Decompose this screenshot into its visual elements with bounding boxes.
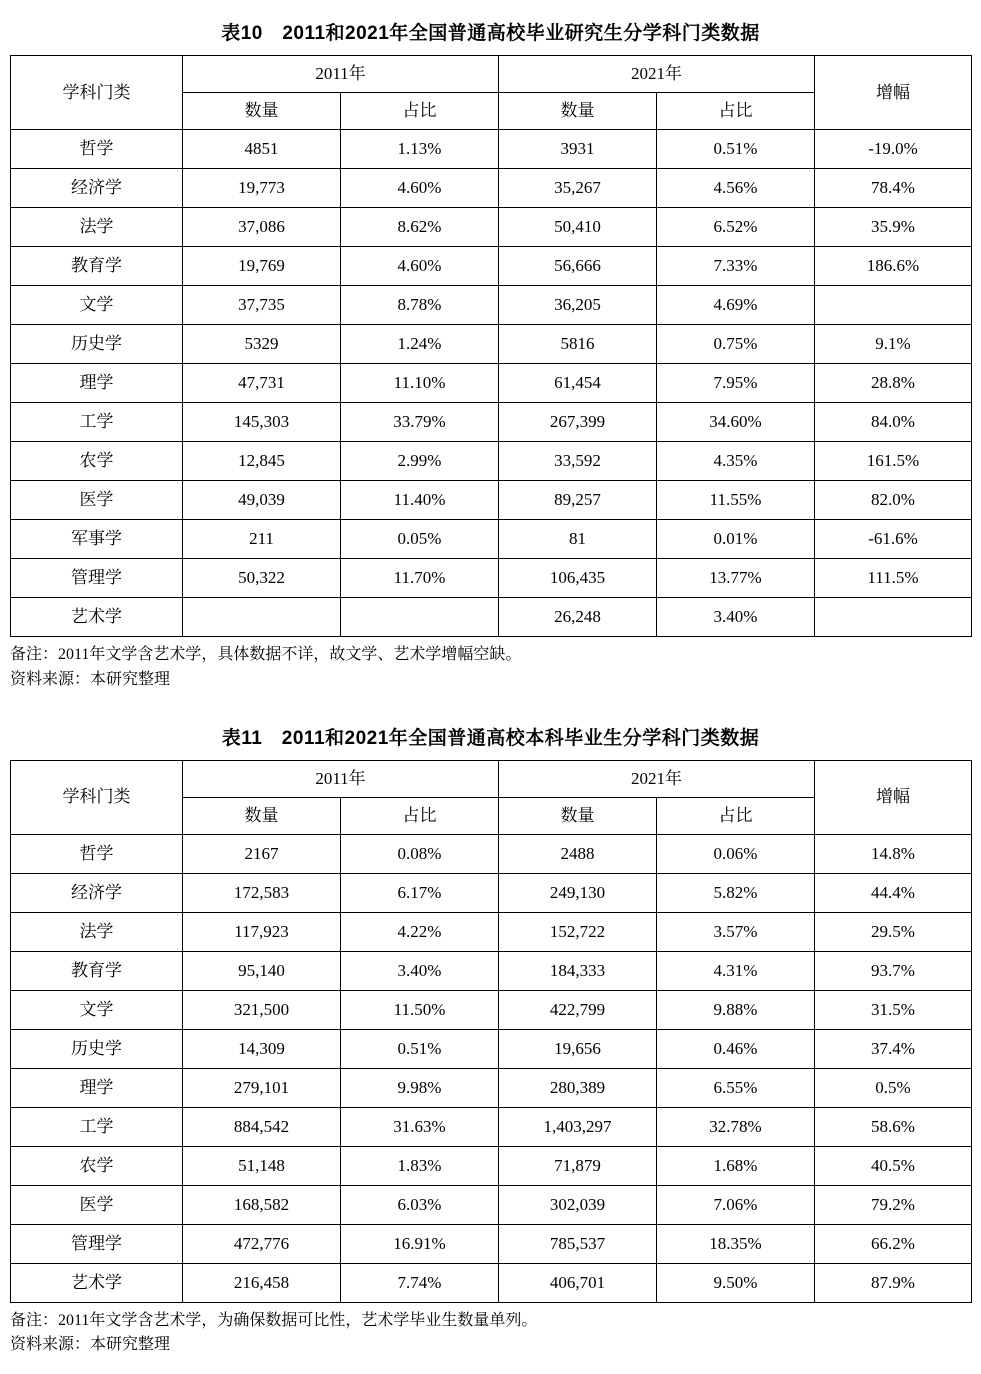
cell-count-2021: 267,399 xyxy=(499,403,657,442)
cell-share-2021: 6.55% xyxy=(657,1068,815,1107)
cell-count-2021: 302,039 xyxy=(499,1185,657,1224)
table-head-10 xyxy=(11,56,972,130)
cell-share-2021: 34.60% xyxy=(657,403,815,442)
cell-count-2021: 56,666 xyxy=(499,247,657,286)
cell-share-2021: 4.35% xyxy=(657,442,815,481)
cell-category: 农学 xyxy=(11,1146,183,1185)
cell-category: 哲学 xyxy=(11,834,183,873)
table-row xyxy=(11,1185,972,1224)
cell-count-2011: 321,500 xyxy=(183,990,341,1029)
table-title-11: 表11 2011和2021年全国普通高校本科毕业生分学科门类数据 xyxy=(221,727,760,749)
cell-count-2011: 14,309 xyxy=(183,1029,341,1068)
cell-share-2011: 1.83% xyxy=(341,1146,499,1185)
cell-share-2011: 9.98% xyxy=(341,1068,499,1107)
cell-count-2021: 406,701 xyxy=(499,1263,657,1302)
cell-category: 历史学 xyxy=(11,325,183,364)
cell-count-2011: 145,303 xyxy=(183,403,341,442)
table-notes-10 xyxy=(10,643,971,693)
header-share-2011: 占比 xyxy=(341,797,499,834)
table-row xyxy=(11,247,972,286)
cell-share-2011: 4.60% xyxy=(341,247,499,286)
cell-count-2021: 33,592 xyxy=(499,442,657,481)
cell-count-2011: 279,101 xyxy=(183,1068,341,1107)
cell-category: 理学 xyxy=(11,364,183,403)
header-count-2011: 数量 xyxy=(183,93,341,130)
table-row xyxy=(11,598,972,637)
cell-growth: 66.2% xyxy=(815,1224,972,1263)
table-head-11 xyxy=(11,760,972,834)
cell-count-2021: 19,656 xyxy=(499,1029,657,1068)
cell-growth: 186.6% xyxy=(815,247,972,286)
cell-growth: 14.8% xyxy=(815,834,972,873)
cell-count-2021: 81 xyxy=(499,520,657,559)
table-row xyxy=(11,1107,972,1146)
cell-count-2011: 4851 xyxy=(183,130,341,169)
cell-count-2021: 1,403,297 xyxy=(499,1107,657,1146)
cell-category: 艺术学 xyxy=(11,598,183,637)
table-row xyxy=(11,990,972,1029)
cell-category: 法学 xyxy=(11,208,183,247)
cell-share-2011: 3.40% xyxy=(341,951,499,990)
cell-growth: 29.5% xyxy=(815,912,972,951)
cell-count-2021: 2488 xyxy=(499,834,657,873)
table-row xyxy=(11,1263,972,1302)
cell-share-2011: 4.60% xyxy=(341,169,499,208)
header-growth: 增幅 xyxy=(815,760,972,834)
table-row xyxy=(11,559,972,598)
cell-growth: 37.4% xyxy=(815,1029,972,1068)
cell-share-2021: 0.01% xyxy=(657,520,815,559)
cell-share-2011: 0.08% xyxy=(341,834,499,873)
cell-count-2021: 71,879 xyxy=(499,1146,657,1185)
table-row xyxy=(11,364,972,403)
cell-count-2011: 2167 xyxy=(183,834,341,873)
cell-growth: 31.5% xyxy=(815,990,972,1029)
cell-share-2011: 1.13% xyxy=(341,130,499,169)
cell-growth: 161.5% xyxy=(815,442,972,481)
table-row xyxy=(11,130,972,169)
cell-share-2011: 7.74% xyxy=(341,1263,499,1302)
header-share-2021: 占比 xyxy=(657,797,815,834)
cell-category: 教育学 xyxy=(11,247,183,286)
table-row xyxy=(11,1068,972,1107)
cell-count-2011: 172,583 xyxy=(183,873,341,912)
cell-share-2011: 8.78% xyxy=(341,286,499,325)
cell-category: 军事学 xyxy=(11,520,183,559)
cell-count-2011: 19,769 xyxy=(183,247,341,286)
table-row xyxy=(11,1146,972,1185)
cell-count-2011: 37,086 xyxy=(183,208,341,247)
cell-count-2011: 5329 xyxy=(183,325,341,364)
cell-share-2021: 3.57% xyxy=(657,912,815,951)
section-spacer xyxy=(10,699,971,713)
header-group-2011: 2011年 xyxy=(183,760,499,797)
cell-share-2011: 8.62% xyxy=(341,208,499,247)
cell-category: 教育学 xyxy=(11,951,183,990)
cell-growth: 35.9% xyxy=(815,208,972,247)
cell-share-2011: 11.10% xyxy=(341,364,499,403)
cell-share-2021: 9.88% xyxy=(657,990,815,1029)
cell-growth: 78.4% xyxy=(815,169,972,208)
cell-share-2021: 0.51% xyxy=(657,130,815,169)
cell-count-2021: 89,257 xyxy=(499,481,657,520)
cell-count-2021: 36,205 xyxy=(499,286,657,325)
table-title-10: 表10 2011和2021年全国普通高校毕业研究生分学科门类数据 xyxy=(221,23,760,44)
data-table-11 xyxy=(10,760,972,1303)
cell-share-2021: 18.35% xyxy=(657,1224,815,1263)
cell-category: 理学 xyxy=(11,1068,183,1107)
table-row xyxy=(11,951,972,990)
cell-growth: 28.8% xyxy=(815,364,972,403)
cell-count-2011: 168,582 xyxy=(183,1185,341,1224)
cell-share-2011 xyxy=(341,598,499,637)
header-growth: 增幅 xyxy=(815,56,972,130)
cell-share-2021: 13.77% xyxy=(657,559,815,598)
table-body-11 xyxy=(11,834,972,1302)
table-row xyxy=(11,208,972,247)
cell-category: 经济学 xyxy=(11,169,183,208)
cell-growth: -61.6% xyxy=(815,520,972,559)
cell-share-2021: 6.52% xyxy=(657,208,815,247)
cell-share-2021: 3.40% xyxy=(657,598,815,637)
cell-growth: 0.5% xyxy=(815,1068,972,1107)
cell-growth: 82.0% xyxy=(815,481,972,520)
table-row xyxy=(11,442,972,481)
cell-growth: -19.0% xyxy=(815,130,972,169)
table-row xyxy=(11,1224,972,1263)
table-row xyxy=(11,873,972,912)
cell-count-2021: 50,410 xyxy=(499,208,657,247)
cell-share-2011: 0.05% xyxy=(341,520,499,559)
cell-category: 工学 xyxy=(11,1107,183,1146)
cell-count-2021: 5816 xyxy=(499,325,657,364)
table-row xyxy=(11,834,972,873)
cell-growth: 111.5% xyxy=(815,559,972,598)
table-row xyxy=(11,403,972,442)
cell-category: 经济学 xyxy=(11,873,183,912)
header-group-2011: 2011年 xyxy=(183,56,499,93)
header-share-2021: 占比 xyxy=(657,93,815,130)
header-share-2011: 占比 xyxy=(341,93,499,130)
cell-category: 工学 xyxy=(11,403,183,442)
cell-share-2021: 7.06% xyxy=(657,1185,815,1224)
cell-count-2021: 26,248 xyxy=(499,598,657,637)
cell-category: 艺术学 xyxy=(11,1263,183,1302)
cell-growth: 40.5% xyxy=(815,1146,972,1185)
cell-growth xyxy=(815,598,972,637)
cell-growth: 44.4% xyxy=(815,873,972,912)
cell-category: 文学 xyxy=(11,286,183,325)
cell-growth: 58.6% xyxy=(815,1107,972,1146)
header-category: 学科门类 xyxy=(11,760,183,834)
cell-share-2011: 4.22% xyxy=(341,912,499,951)
cell-share-2021: 0.75% xyxy=(657,325,815,364)
cell-growth: 79.2% xyxy=(815,1185,972,1224)
cell-share-2011: 6.17% xyxy=(341,873,499,912)
header-category: 学科门类 xyxy=(11,56,183,130)
cell-share-2021: 1.68% xyxy=(657,1146,815,1185)
note-line: 备注：2011年文学含艺术学，为确保数据可比性，艺术学毕业生数量单列。 xyxy=(10,1311,538,1329)
cell-growth: 9.1% xyxy=(815,325,972,364)
cell-category: 历史学 xyxy=(11,1029,183,1068)
cell-share-2021: 7.95% xyxy=(657,364,815,403)
cell-share-2011: 31.63% xyxy=(341,1107,499,1146)
cell-share-2011: 2.99% xyxy=(341,442,499,481)
cell-category: 医学 xyxy=(11,481,183,520)
table-row xyxy=(11,169,972,208)
cell-count-2011: 12,845 xyxy=(183,442,341,481)
table-row xyxy=(11,520,972,559)
cell-share-2011: 11.70% xyxy=(341,559,499,598)
note-source: 资料来源：本研究整理 xyxy=(10,670,171,688)
header-group-2021: 2021年 xyxy=(499,56,815,93)
cell-count-2011: 37,735 xyxy=(183,286,341,325)
cell-share-2021: 11.55% xyxy=(657,481,815,520)
cell-share-2021: 7.33% xyxy=(657,247,815,286)
table-row xyxy=(11,481,972,520)
cell-count-2021: 422,799 xyxy=(499,990,657,1029)
cell-category: 管理学 xyxy=(11,1224,183,1263)
cell-category: 哲学 xyxy=(11,130,183,169)
cell-count-2021: 3931 xyxy=(499,130,657,169)
table-block-11 xyxy=(10,723,971,1359)
header-row-top xyxy=(11,56,972,93)
cell-growth: 87.9% xyxy=(815,1263,972,1302)
cell-share-2011: 16.91% xyxy=(341,1224,499,1263)
cell-count-2011: 117,923 xyxy=(183,912,341,951)
cell-share-2011: 11.40% xyxy=(341,481,499,520)
cell-count-2011: 47,731 xyxy=(183,364,341,403)
table-body-10 xyxy=(11,130,972,637)
cell-share-2021: 9.50% xyxy=(657,1263,815,1302)
cell-share-2021: 4.56% xyxy=(657,169,815,208)
cell-count-2011: 211 xyxy=(183,520,341,559)
cell-count-2011: 216,458 xyxy=(183,1263,341,1302)
header-row-top xyxy=(11,760,972,797)
cell-share-2011: 1.24% xyxy=(341,325,499,364)
cell-share-2011: 6.03% xyxy=(341,1185,499,1224)
table-block-10 xyxy=(10,18,971,693)
cell-count-2021: 152,722 xyxy=(499,912,657,951)
cell-category: 医学 xyxy=(11,1185,183,1224)
cell-share-2021: 0.46% xyxy=(657,1029,815,1068)
header-group-2021: 2021年 xyxy=(499,760,815,797)
cell-share-2011: 33.79% xyxy=(341,403,499,442)
cell-count-2021: 184,333 xyxy=(499,951,657,990)
header-count-2011: 数量 xyxy=(183,797,341,834)
cell-count-2011: 472,776 xyxy=(183,1224,341,1263)
cell-count-2021: 785,537 xyxy=(499,1224,657,1263)
cell-count-2011: 884,542 xyxy=(183,1107,341,1146)
data-table-10 xyxy=(10,55,972,637)
cell-count-2021: 35,267 xyxy=(499,169,657,208)
table-row xyxy=(11,286,972,325)
cell-share-2021: 32.78% xyxy=(657,1107,815,1146)
cell-growth: 84.0% xyxy=(815,403,972,442)
cell-category: 文学 xyxy=(11,990,183,1029)
table-row xyxy=(11,1029,972,1068)
table-row xyxy=(11,325,972,364)
cell-count-2011: 50,322 xyxy=(183,559,341,598)
cell-count-2021: 61,454 xyxy=(499,364,657,403)
cell-count-2011: 51,148 xyxy=(183,1146,341,1185)
cell-growth xyxy=(815,286,972,325)
cell-category: 法学 xyxy=(11,912,183,951)
cell-count-2011: 49,039 xyxy=(183,481,341,520)
note-source: 资料来源：本研究整理 xyxy=(10,1336,171,1354)
note-line: 备注：2011年文学含艺术学，具体数据不详，故文学、艺术学增幅空缺。 xyxy=(10,646,522,663)
cell-count-2011 xyxy=(183,598,341,637)
table-row xyxy=(11,912,972,951)
cell-share-2021: 4.69% xyxy=(657,286,815,325)
cell-count-2021: 280,389 xyxy=(499,1068,657,1107)
cell-count-2011: 95,140 xyxy=(183,951,341,990)
cell-share-2011: 0.51% xyxy=(341,1029,499,1068)
table-notes-11 xyxy=(10,1309,971,1359)
cell-share-2011: 11.50% xyxy=(341,990,499,1029)
cell-share-2021: 4.31% xyxy=(657,951,815,990)
cell-category: 农学 xyxy=(11,442,183,481)
cell-count-2021: 249,130 xyxy=(499,873,657,912)
cell-growth: 93.7% xyxy=(815,951,972,990)
cell-share-2021: 0.06% xyxy=(657,834,815,873)
cell-count-2021: 106,435 xyxy=(499,559,657,598)
header-count-2021: 数量 xyxy=(499,93,657,130)
cell-category: 管理学 xyxy=(11,559,183,598)
header-count-2021: 数量 xyxy=(499,797,657,834)
cell-share-2021: 5.82% xyxy=(657,873,815,912)
cell-count-2011: 19,773 xyxy=(183,169,341,208)
